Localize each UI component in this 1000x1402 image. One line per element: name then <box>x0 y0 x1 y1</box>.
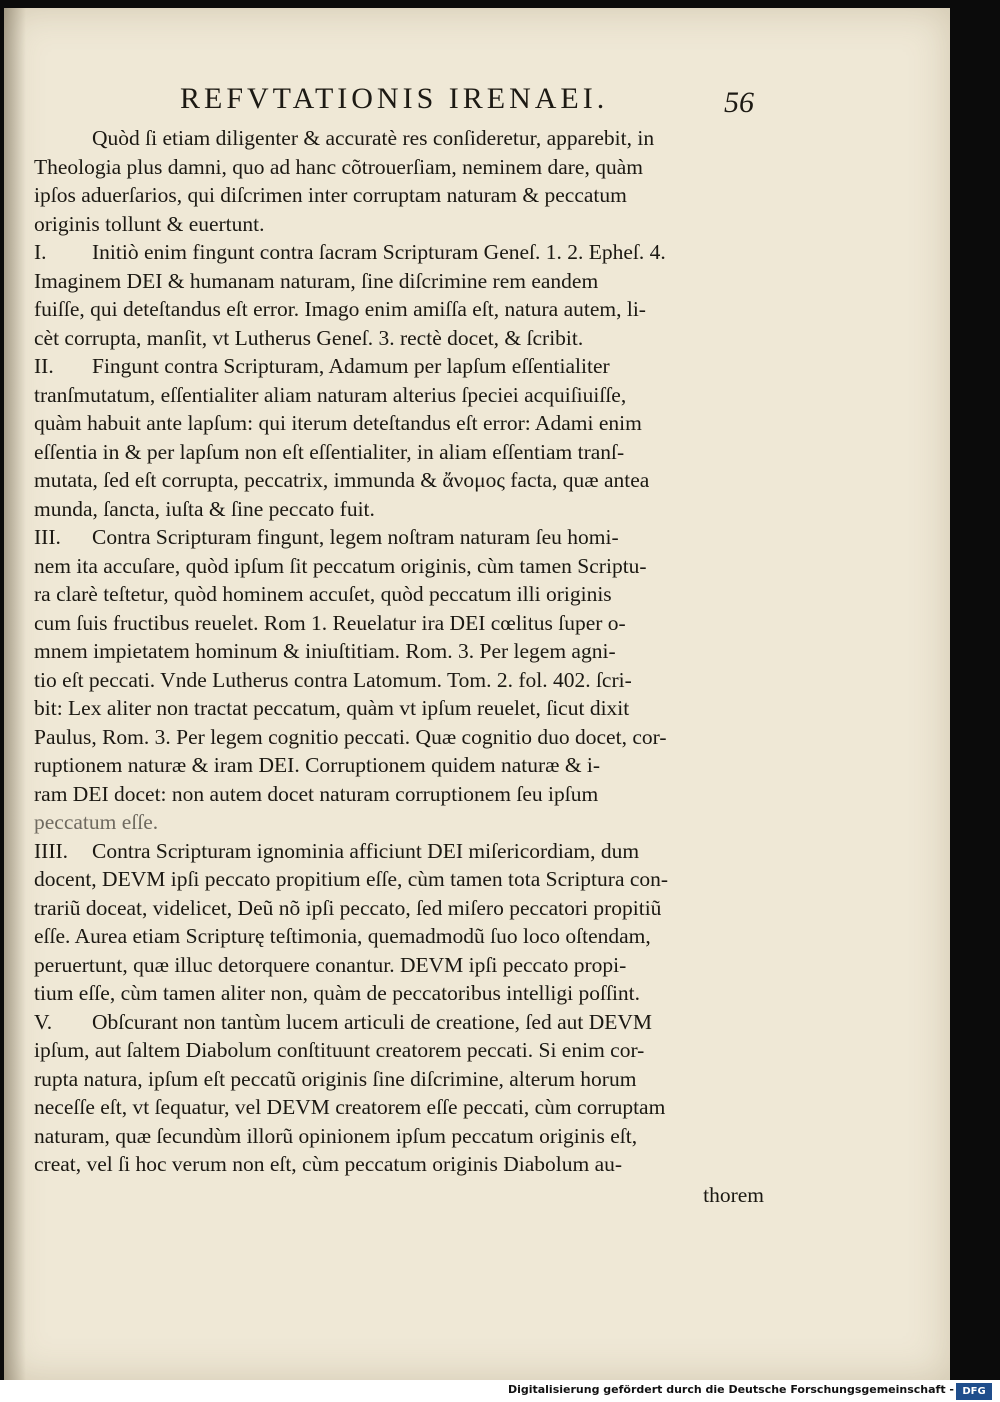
line-text: Contra Scripturam ignominia afficiunt DEI miſericordiam, dum <box>92 838 640 863</box>
section-numeral: II. <box>34 354 54 378</box>
text-line <box>34 922 764 951</box>
line-text: Fingunt contra Scripturam, Adamum per lapſum eſſentialiter <box>92 354 610 378</box>
text-line <box>34 751 764 780</box>
line-text: eſſentia in & per lapſum non eſt eſſentialiter, in aliam eſſentiam tranſ- <box>34 439 625 464</box>
running-head: REFVTATIONIS IRENAEI. <box>180 82 609 115</box>
text-line <box>34 1093 764 1122</box>
text-line <box>34 124 764 153</box>
text-line <box>34 295 764 324</box>
text-line <box>34 552 764 581</box>
line-text: mutata, ſed eſt corrupta, peccatrix, immunda & ἄνομος facta, quæ antea <box>34 468 650 492</box>
text-line <box>34 609 764 638</box>
section-numeral: V. <box>34 1009 53 1034</box>
text-line <box>34 1036 764 1065</box>
text-line <box>34 580 764 609</box>
text-line <box>34 666 764 695</box>
page-number: 56 <box>724 86 754 119</box>
text-line <box>34 979 764 1008</box>
funding-notice: Digitalisierung gefördert durch die Deutsche Forschungsgemeinschaft - <box>507 1383 954 1396</box>
line-text: Initiò enim fingunt contra ſacram Scripturam Geneſ. 1. 2. Epheſ. 4. <box>92 240 666 264</box>
line-text: originis tollunt & euertunt. <box>34 211 265 236</box>
text-line <box>34 894 764 923</box>
line-text: ra clarè teſtetur, quòd hominem accuſet, quòd peccatum illi originis <box>34 582 612 606</box>
text-line <box>34 865 764 894</box>
text-line <box>34 181 764 210</box>
text-line <box>34 238 764 267</box>
dfg-logo-icon: DFG <box>956 1383 992 1400</box>
page-gutter-shadow <box>4 8 26 1380</box>
line-text: Imaginem DEI & humanam naturam, ſine diſcrimine rem eandem <box>34 268 599 293</box>
line-text: eſſe. Aurea etiam Scripturę teſtimonia, quemadmodũ ſuo loco oſtendam, <box>34 924 651 948</box>
text-line <box>34 153 764 182</box>
catchword: thorem <box>703 1182 764 1207</box>
line-text: Quòd ſi etiam diligenter & accuratè res conſideretur, apparebit, in <box>92 126 655 150</box>
line-text: trariũ doceat, videlicet, Deũ nõ ipſi peccato, ſed miſero peccatori propitiũ <box>34 895 662 920</box>
section-numeral: III. <box>34 525 61 549</box>
body-text <box>34 124 764 1209</box>
line-text: tranſmutatum, eſſentialiter aliam naturam alterius ſpeciei acquiſiuiſſe, <box>34 382 627 407</box>
line-text: neceſſe eſt, vt ſequatur, vel DEVM creatorem eſſe peccati, cùm corruptam <box>34 1095 666 1119</box>
text-line <box>34 951 764 980</box>
line-text: Obſcurant non tantùm lucem articuli de creatione, ſed aut DEVM <box>92 1009 653 1034</box>
section-numeral: I. <box>34 240 47 264</box>
text-line <box>34 267 764 296</box>
line-text: bit: Lex aliter non tractat peccatum, quàm vt ipſum reuelet, ſicut dixit <box>34 696 630 720</box>
line-text: peccatum eſſe. <box>34 810 159 834</box>
line-text: ram DEI docet: non autem docet naturam corruptionem ſeu ipſum <box>34 781 599 806</box>
line-text: cum ſuis fructibus reuelet. Rom 1. Reuelatur ira DEI cœlitus ſuper o- <box>34 610 626 635</box>
line-text: Theologia plus damni, quo ad hanc cõtrouerſiam, neminem dare, quàm <box>34 154 643 179</box>
text-line <box>34 808 764 837</box>
line-text: Paulus, Rom. 3. Per legem cognitio peccati. Quæ cognitio duo docet, cor- <box>34 724 667 749</box>
line-text: ipſos aduerſarios, qui diſcrimen inter corruptam naturam & peccatum <box>34 183 627 207</box>
line-text: munda, ſancta, iuſta & ſine peccato fuit. <box>34 496 375 521</box>
line-text: mnem impietatem hominum & iniuſtitiam. Rom. 3. Per legem agni- <box>34 639 616 663</box>
line-text: docent, DEVM ipſi peccato propitium eſſe, cùm tamen tota Scriptura con- <box>34 867 669 891</box>
line-text: rupta natura, ipſum eſt peccatũ originis ſine diſcrimine, alterum horum <box>34 1066 637 1091</box>
text-line <box>34 438 764 467</box>
footer-bar <box>0 1380 1000 1402</box>
line-text: Contra Scripturam fingunt, legem noſtram naturam ſeu homi- <box>92 525 619 549</box>
text-line <box>34 837 764 866</box>
line-text: peruertunt, quæ illuc detorquere conantur. DEVM ipſi peccato propi- <box>34 952 627 977</box>
line-text: tio eſt peccati. Vnde Lutherus contra Latomum. Tom. 2. fol. 402. ſcri- <box>34 667 632 692</box>
line-text: fuiſſe, qui deteſtandus eſt error. Imago enim amiſſa eſt, natura autem, li- <box>34 297 646 321</box>
line-text: ipſum, aut ſaltem Diabolum conſtituunt creatorem peccati. Si enim cor- <box>34 1038 645 1062</box>
text-line <box>34 1008 764 1037</box>
text-line <box>34 466 764 495</box>
section-numeral: IIII. <box>34 838 69 863</box>
text-line <box>34 324 764 353</box>
text-line <box>34 1150 764 1179</box>
text-line <box>34 1122 764 1151</box>
text-line <box>34 495 764 524</box>
text-line <box>34 780 764 809</box>
line-text: quàm habuit ante lapſum: qui iterum deteſtandus eſt error: Adami enim <box>34 411 642 435</box>
text-line <box>34 409 764 438</box>
text-line <box>34 523 764 552</box>
text-line <box>34 694 764 723</box>
text-line <box>34 210 764 239</box>
text-line <box>34 1065 764 1094</box>
line-text: naturam, quæ ſecundùm illorũ opinionem ipſum peccatum originis eſt, <box>34 1123 638 1148</box>
line-text: nem ita accuſare, quòd ipſum ſit peccatum originis, cùm tamen Scriptu- <box>34 553 647 578</box>
line-text: ruptionem naturæ & iram DEI. Corruptionem quidem naturæ & i- <box>34 753 601 777</box>
line-text: creat, vel ſi hoc verum non eſt, cùm peccatum originis Diabolum au- <box>34 1152 623 1176</box>
line-text: tium eſſe, cùm tamen aliter non, quàm de peccatoribus intelligi poſſint. <box>34 981 641 1005</box>
line-text: cèt corrupta, manſit, vt Lutherus Geneſ. 3. rectè docet, & ſcribit. <box>34 325 584 350</box>
text-line <box>34 637 764 666</box>
text-line <box>34 381 764 410</box>
text-line <box>34 352 764 381</box>
text-line <box>34 723 764 752</box>
